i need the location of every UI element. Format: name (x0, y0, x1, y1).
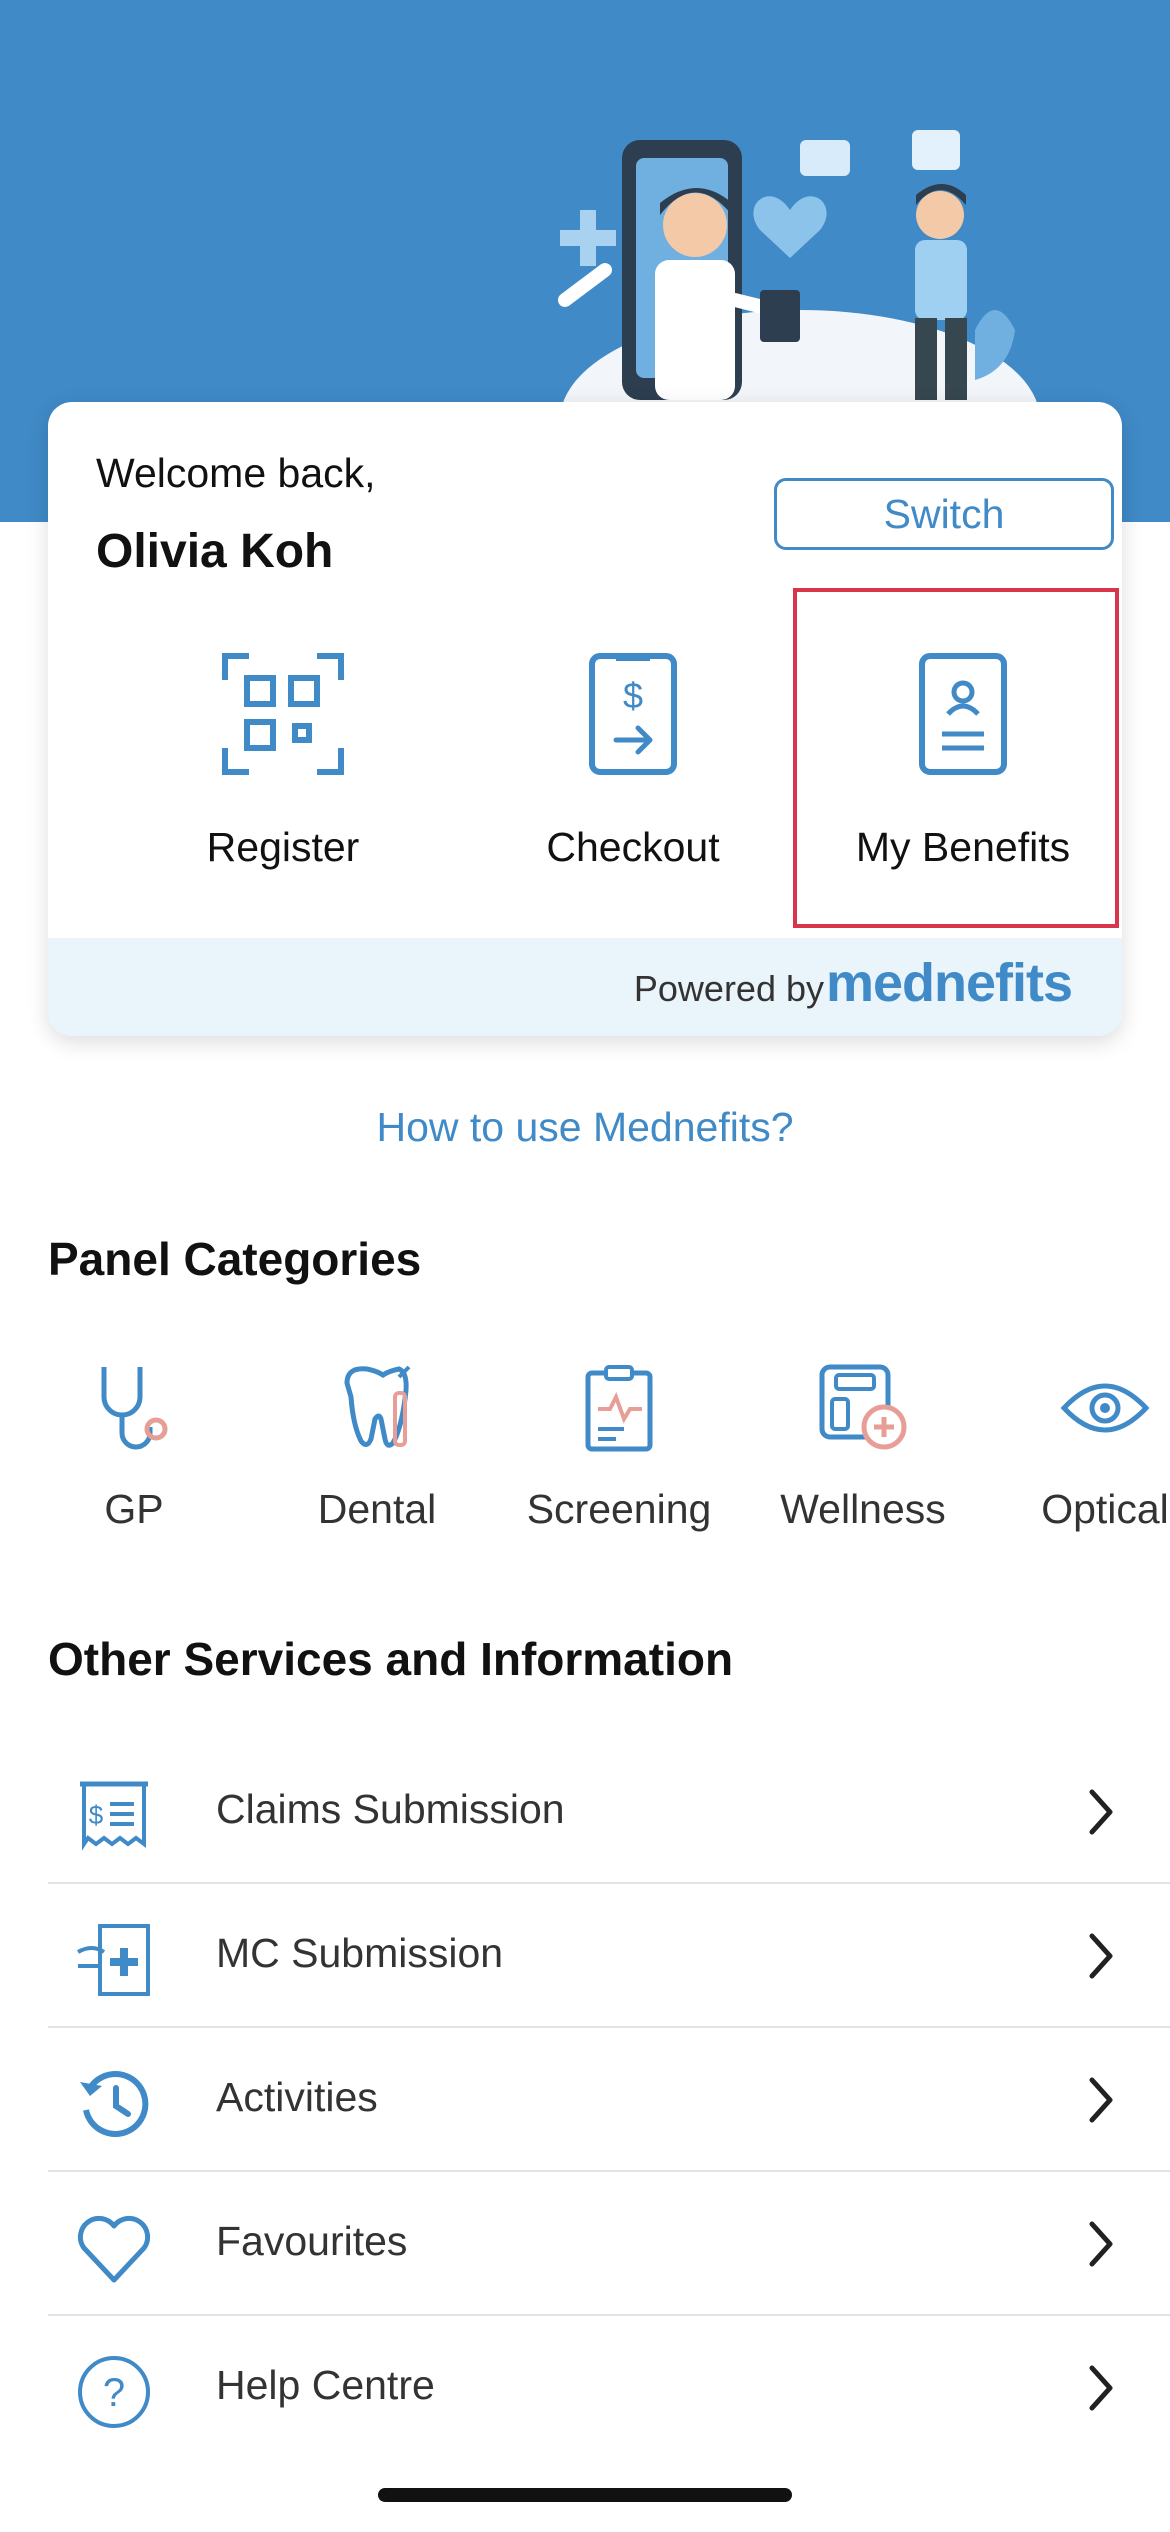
chevron-right-icon (1086, 2076, 1116, 2124)
chevron-right-icon (1086, 2364, 1116, 2412)
eye-icon (1060, 1378, 1150, 1438)
list-item-mc-submission[interactable] (48, 1884, 1170, 2028)
phone-payment-icon (588, 652, 678, 776)
receipt-icon (76, 1778, 152, 1854)
powered-by-bar (48, 938, 1122, 1036)
wellness-scale-icon (818, 1363, 908, 1453)
how-to-use-link[interactable]: How to use Mednefits? (376, 1104, 794, 1150)
question-icon (76, 2354, 152, 2430)
checkout-action[interactable] (463, 602, 803, 870)
category-dental[interactable] (257, 1360, 497, 1533)
svg-text:?: ? (102, 2371, 126, 2415)
list-item-help-centre[interactable] (48, 2316, 1170, 2460)
switch-button[interactable]: Switch (774, 478, 1114, 550)
svg-text:$: $ (622, 675, 644, 716)
stethoscope-icon (94, 1363, 174, 1453)
qr-code-icon (221, 652, 345, 776)
medical-certificate-icon (76, 1922, 152, 1998)
powered-by-text: Powered by (633, 968, 824, 1009)
panel-categories-title: Panel Categories (48, 1233, 422, 1285)
category-gp[interactable] (14, 1360, 254, 1533)
category-optical[interactable] (985, 1360, 1170, 1533)
category-wellness-label: Wellness (780, 1486, 946, 1532)
list-item-favourites[interactable] (48, 2172, 1170, 2316)
heart-icon (76, 2210, 152, 2286)
checkout-label: Checkout (546, 824, 720, 870)
category-screening-label: Screening (526, 1486, 712, 1532)
tooth-icon (337, 1363, 417, 1453)
list-item-claims-submission[interactable] (48, 1740, 1170, 1884)
svg-text:$: $ (88, 1800, 104, 1830)
register-label: Register (206, 824, 360, 870)
home-indicator[interactable] (378, 2488, 792, 2502)
user-name: Olivia Koh (96, 525, 334, 578)
help-centre-label: Help Centre (216, 2362, 435, 2408)
chevron-right-icon (1086, 1932, 1116, 1980)
history-icon (76, 2066, 152, 2142)
category-screening[interactable] (499, 1360, 739, 1533)
mc-submission-label: MC Submission (216, 1930, 504, 1976)
welcome-text: Welcome back, (96, 450, 376, 496)
register-action[interactable] (113, 602, 453, 870)
other-services-title: Other Services and Information (48, 1633, 734, 1685)
favourites-label: Favourites (216, 2218, 408, 2264)
chevron-right-icon (1086, 2220, 1116, 2268)
my-benefits-highlight-box (793, 588, 1119, 928)
claims-submission-label: Claims Submission (216, 1786, 565, 1832)
list-item-activities[interactable] (48, 2028, 1170, 2172)
category-dental-label: Dental (317, 1486, 437, 1532)
clipboard-icon (584, 1363, 654, 1453)
chevron-right-icon (1086, 1788, 1116, 1836)
my-benefits-label: My Benefits (855, 824, 1071, 870)
mednefits-logo: mednefits (825, 953, 1072, 1013)
category-optical-label: Optical (1041, 1486, 1169, 1532)
welcome-card (48, 402, 1122, 1036)
category-gp-label: GP (104, 1486, 164, 1532)
category-wellness[interactable] (743, 1360, 983, 1533)
activities-label: Activities (216, 2074, 378, 2120)
